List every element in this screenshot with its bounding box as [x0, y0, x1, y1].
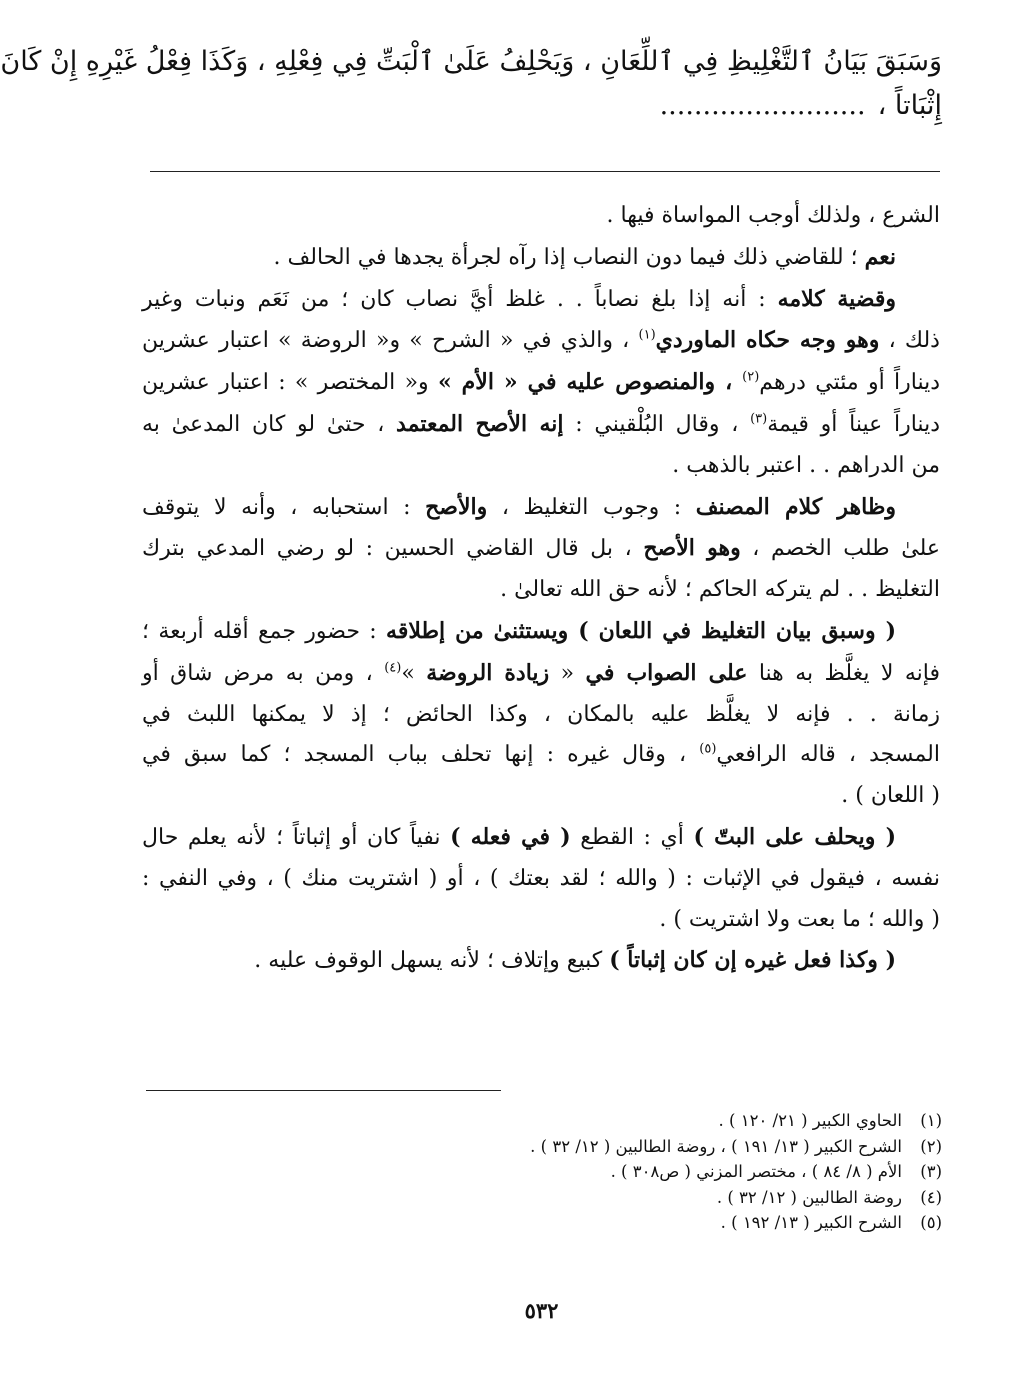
footnote-text: الحاوي الكبير ( ٢١/ ١٢٠ ) .: [718, 1111, 902, 1130]
bold-term: وقضية كلامه: [777, 285, 896, 312]
footnote-number: (١): [920, 1111, 942, 1130]
sharh-text: كبيع وإتلاف ؛ لأنه يسهل الوقوف عليه .: [254, 948, 610, 974]
bold-term: ( ويحلف على البتّ ): [693, 823, 897, 850]
sharh-line: [142, 528, 940, 570]
sharh-text: : استحبابه ، وأنه لا يتوقف: [142, 494, 426, 520]
footnote-text: روضة الطالبين ( ١٢/ ٣٢ ) .: [716, 1187, 902, 1207]
footnote-number: (٤): [920, 1187, 942, 1207]
sharh-text: : وجوب التغليظ ،: [487, 494, 696, 520]
sharh-line: [142, 362, 940, 404]
sharh-text: نفياً كان أو إثباتاً ؛ لأنه يعلم حال: [142, 824, 451, 850]
bold-term: إنه الأصح المعتمد: [396, 410, 564, 437]
sharh-line: [142, 611, 940, 653]
sharh-line: [142, 487, 940, 529]
footnote-text: الشرح الكبير ( ١٣/ ١٩٢ ) .: [720, 1213, 902, 1232]
sharh-text: أي : القطع: [570, 824, 694, 850]
sharh-text: فإنه لا يغلَّظ به هنا: [747, 660, 940, 686]
footnotes: [442, 1108, 942, 1236]
footnote-number: (٣): [920, 1162, 942, 1181]
footnote-text: الأم ( ٨/ ٨٤ ) ، مختصر المزني ( ص٣٠٨ ) .: [610, 1162, 902, 1181]
bold-term: زيادة الروضة: [426, 659, 550, 686]
bold-term: ( وكذا فعل غيره إن كان إثباتاً ): [609, 947, 896, 974]
bold-term: والأصح: [425, 493, 488, 520]
sharh-text: ، ومن به مرض شاق أو: [142, 660, 385, 686]
sharh-text: «: [549, 660, 586, 686]
footnote-ref[interactable]: (٣): [750, 411, 768, 427]
sharh-line: [142, 735, 940, 776]
sharh-line: من الدراهم . . اعتبر بالذهب .: [672, 452, 940, 478]
matn-line: [142, 84, 942, 128]
bold-term: وظاهر كلام المصنف: [695, 493, 896, 520]
sharh-line: [142, 404, 940, 446]
sharh-line: [142, 940, 940, 982]
footnote-number: (٢): [920, 1136, 942, 1156]
footnote-text: الشرح الكبير ( ١٣/ ١٩١ ) ، روضة الطالبين ( ١٢/ ٣٢ ) .: [530, 1136, 902, 1156]
sharh-text: »: [401, 660, 427, 686]
sharh-text: ، وقال غيره : إنها تحلف بباب المسجد ؛ كما سبق في: [142, 742, 700, 768]
sharh-line: ( اللعان ) .: [841, 783, 940, 809]
bold-term: ( في فعله ): [450, 823, 571, 850]
sharh-text: ؛ للقاضي ذلك فيما دون النصاب إذا رآه لجرأة يجدها في الحالف .: [273, 244, 865, 270]
bold-term: نعم: [864, 243, 896, 270]
footnote-ref[interactable]: (١): [638, 328, 656, 344]
footnote-ref[interactable]: (٤): [384, 660, 402, 676]
sharh-line: [142, 817, 940, 859]
sharh-text: ديناراً أو مئتي درهم: [759, 370, 940, 396]
sharh-line: ( والله ؛ ما بعت ولا اشتريت ) .: [659, 906, 940, 932]
sharh-text: ، وقال البُلْقيني :: [563, 411, 751, 437]
footnote-ref[interactable]: (٥): [699, 742, 717, 758]
sharh-line: [142, 653, 940, 695]
sharh-text: و« المختصر » : اعتبار عشرين: [142, 370, 438, 396]
sharh-block: [142, 196, 940, 982]
matn-separator: [150, 171, 940, 172]
sharh-text: : أنه إذا بلغ نصاباً . . غلظ أيَّ نصاب كان ؛ من نَعَم ونبات وغير: [142, 286, 778, 312]
sharh-line: نفسه ، فيقول في الإثبات : ( والله ؛ لقد بعتك ) ، أو ( اشتريت منك ) ، وفي النفي :: [142, 865, 940, 891]
bold-term: على الصواب في: [585, 659, 748, 686]
sharh-line: [142, 237, 940, 279]
sharh-line: [142, 279, 940, 321]
bold-term: ، والمنصوص عليه في « الأم »: [437, 369, 743, 396]
matn-line: وَسَبَقَ بَيَانُ ٱلتَّغْلِيظِ فِي ٱللِّعَانِ ، وَيَحْلِفُ عَلَىٰ ٱلْبَتِّ فِي فِعْلِهِ ، وَكَذَا فِعْلُ غَيْرِهِ إِنْ كَانَ: [0, 46, 942, 77]
sharh-text: علىٰ طلب الخصم ،: [740, 536, 941, 562]
footnote: [442, 1108, 942, 1134]
sharh-text: ، والذي في « الشرح » و« الروضة » اعتبار عشرين: [142, 328, 639, 354]
sharh-text: ، بل قال القاضي الحسين : لو رضي المدعي بترك: [142, 536, 644, 562]
sharh-line: الشرع ، ولذلك أوجب المواساة فيها .: [606, 203, 940, 228]
footnote-number: (٥): [920, 1213, 942, 1232]
footnote-ref[interactable]: (٢): [742, 369, 760, 385]
sharh-line: زمانة . . فإنه لا يغلَّظ عليه بالمكان ، وكذا الحائض ؛ إذ لا يمكنها اللبث في: [142, 701, 940, 727]
bold-term: وهو وجه حكاه الماوردي: [655, 327, 880, 354]
sharh-line: [142, 320, 940, 362]
bold-term: وهو الأصح: [643, 535, 741, 562]
matn-dots: ........................: [659, 90, 866, 121]
footnote: [442, 1210, 942, 1236]
footnote: [442, 1159, 942, 1185]
matn-block: [0, 40, 942, 128]
sharh-text: ديناراً عيناً أو قيمة: [767, 411, 940, 437]
sharh-text: ذلك ،: [879, 328, 940, 354]
bold-term: ( وسبق بيان التغليظ في اللعان ) ويستثنىٰ من إطلاقه: [386, 617, 896, 644]
matn-line-text: إِثْبَاتاً ،: [877, 90, 942, 121]
footnote: [442, 1185, 942, 1211]
sharh-text: ، حتىٰ لو كان المدعىٰ به: [142, 411, 397, 437]
sharh-line: التغليظ . . لم يتركه الحاكم ؛ لأنه حق الله تعالىٰ .: [500, 577, 940, 603]
sharh-text: : حضور جمع أقله أربعة ؛: [142, 618, 387, 644]
footnote: [442, 1134, 942, 1160]
footnote-separator: [146, 1090, 501, 1091]
page-number: ٥٣٢: [524, 1298, 559, 1323]
sharh-text: المسجد ، قاله الرافعي: [716, 742, 940, 768]
